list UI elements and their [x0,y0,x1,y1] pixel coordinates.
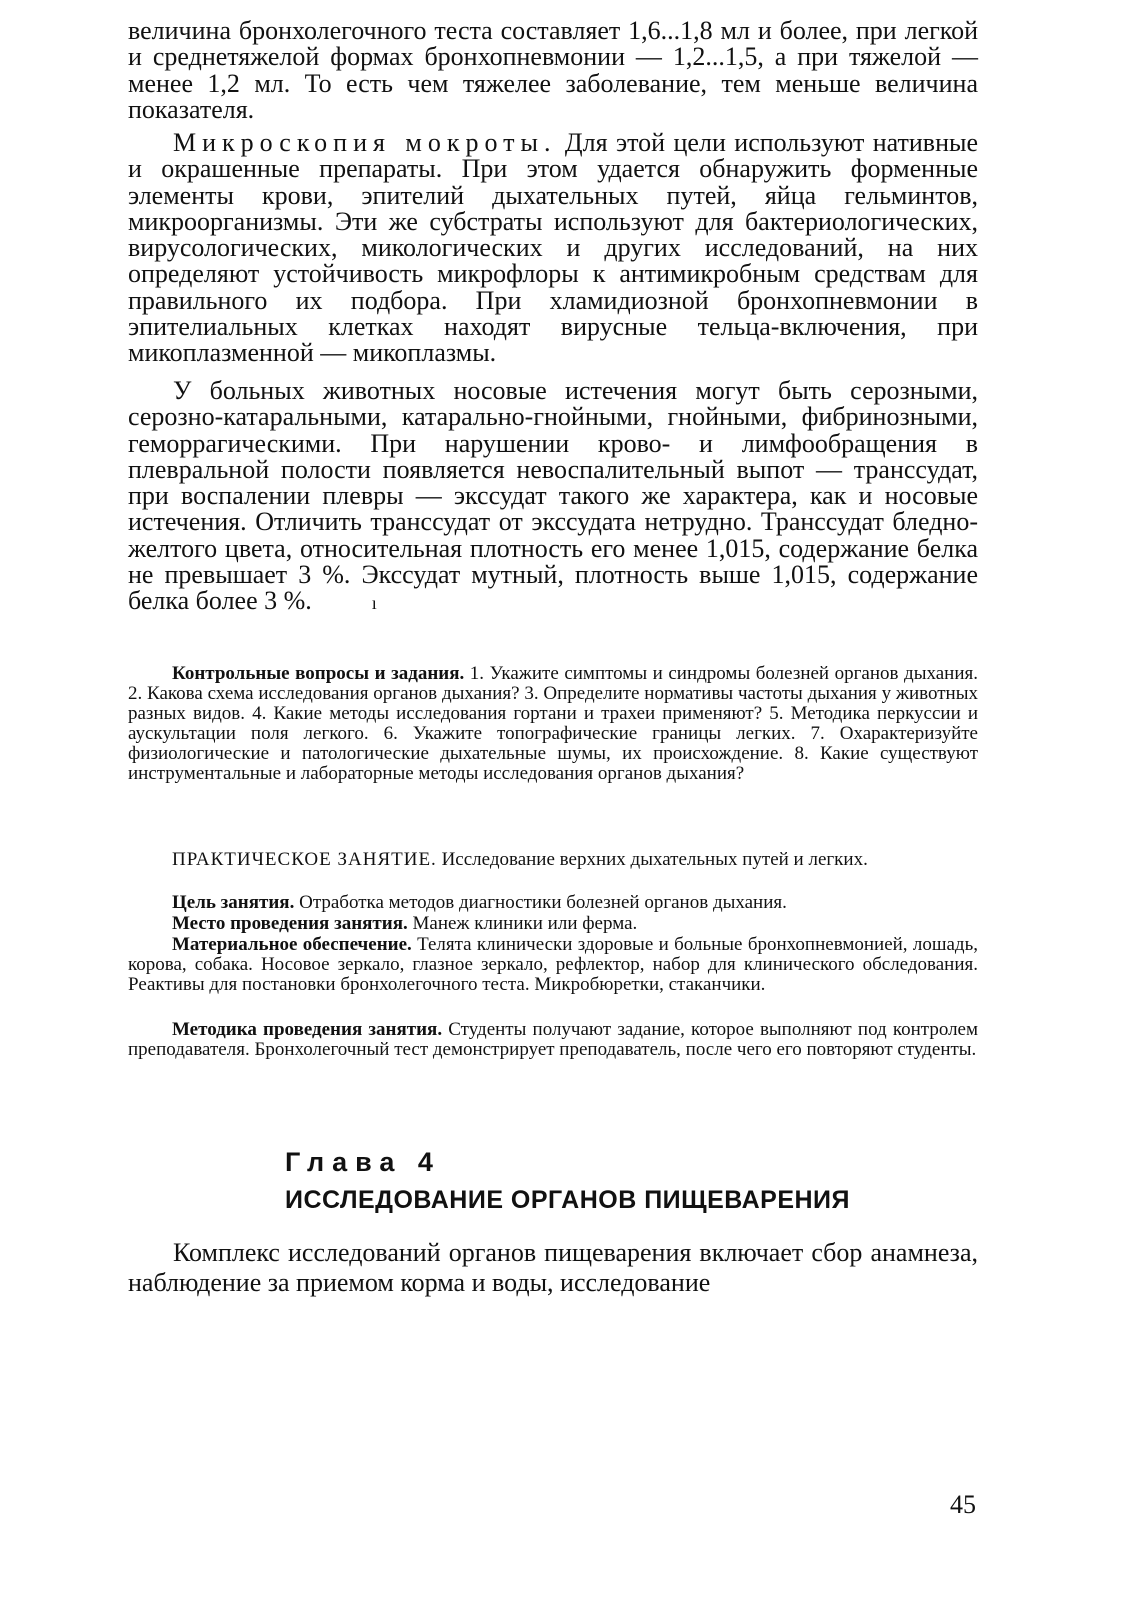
page-number: 45 [950,1490,976,1519]
control-questions-text: 1. Укажите симптомы и синдромы болезней органов дыхания. 2. Какова схема исследования органов дыхания? 3. Определите нормативы частоты дыхания у животных разных видов. 4. Какие методы исследования гортани и трахеи применяют? 5. Методика перкуссии и аускультации поля легкого. 6. Укажите топографические границы легких. 7. Охарактеризуйте физиологические и патологические дыхательные шумы, их происхождение. 8. Какие существуют инструментальные и лабораторные методы исследования органов дыхания? [128,663,978,784]
paragraph-bronchopulmonary-test: величина бронхолегочного теста составляет 1,6...1,8 мл и более, при легкой и среднетяжелой формах бронхопневмонии — 1,2...1,5, а при тяжелой — менее 1,2 мл. То есть чем тяжелее заболевание, тем меньше величина показателя. [128,16,978,124]
paragraph-nasal-discharge [128,378,978,617]
lesson-goal [128,893,978,913]
paragraph-sputum-microscopy [128,130,978,367]
paragraph-digestion-intro: Комплекс исследований органов пищеварения включает сбор анамнеза, наблюдение за приемом корма и воды, исследование [128,1238,978,1297]
lesson-place-heading: Место проведения занятия. [172,913,408,934]
lesson-goal-text: Отработка методов диагностики болезней органов дыхания. [299,892,787,913]
chapter-label: Глава 4 [285,1147,441,1177]
lesson-method [128,1020,978,1060]
lesson-method-text: Студенты получают задание, которое выполняют под контролем преподавателя. Бронхолегочный тест демонстрирует преподаватель, после чего его повторяют студенты. [128,1019,979,1060]
lesson-materials-text: Телята клинически здоровые и больные бронхопневмонией, лошадь, корова, собака. Носовое зеркало, глазное зеркало, рефлектор, набор для клинического обследования. Реактивы для постановки бронхолегочного теста. Микробюретки, стаканчики. [128,934,978,995]
control-questions [128,664,978,784]
lesson-place-text: Манеж клиники или ферма. [412,913,638,934]
chapter-title: ИССЛЕДОВАНИЕ ОРГАНОВ ПИЩЕВАРЕНИЯ [285,1186,850,1214]
lesson-place [128,914,978,934]
practical-lesson-text: Исследование верхних дыхательных путей и легких. [441,849,868,870]
practical-lesson-heading: ПРАКТИЧЕСКОЕ ЗАНЯТИЕ. [172,849,437,870]
sputum-microscopy-text: Для этой цели используют нативные и окрашенные препараты. При этом удается обнаружить форменные элементы крови, эпителий дыхательных путей, яйца гельминтов, микроорганизмы. Эти же субстраты используют для бактериологических, вирусологических, микологических и других исследований, на них определяют устойчивость микрофлоры к антимикробным средствам для правильного их подбора. При хламидиозной бронхопневмонии в эпителиальных клетках находят вирусные тельца-включения, при микоплазменной — микоплазмы. [128,128,978,368]
nasal-discharge-text: У больных животных носовые истечения могут быть серозными, серозно-катаральными, катарально-гнойными, гнойными, фибринозными, геморрагическими. При нарушении крово- и лимфообращения в плевральной полости появляется невоспалительный выпот — транссудат, при воспалении плевры — экссудат такого же характера, как и носовые истечения. Отличить транссудат от экссудата нетрудно. Транссудат бледно-желтого цвета, относительная плотность его менее 1,015, содержание белка не превышает 3 %. Экссудат мутный, плотность выше 1,015, содержание белка более 3 %. [128,376,978,616]
lesson-method-heading: Методика проведения занятия. [172,1019,443,1040]
control-questions-heading: Контрольные вопросы и задания. [172,663,465,684]
lesson-materials-heading: Материальное обеспечение. [172,934,412,955]
lesson-goal-heading: Цель занятия. [172,892,295,913]
stray-mark: ı [371,593,377,614]
practical-lesson [128,850,978,870]
lesson-materials [128,935,978,995]
sputum-microscopy-heading: Микроскопия мокроты. [173,128,557,157]
